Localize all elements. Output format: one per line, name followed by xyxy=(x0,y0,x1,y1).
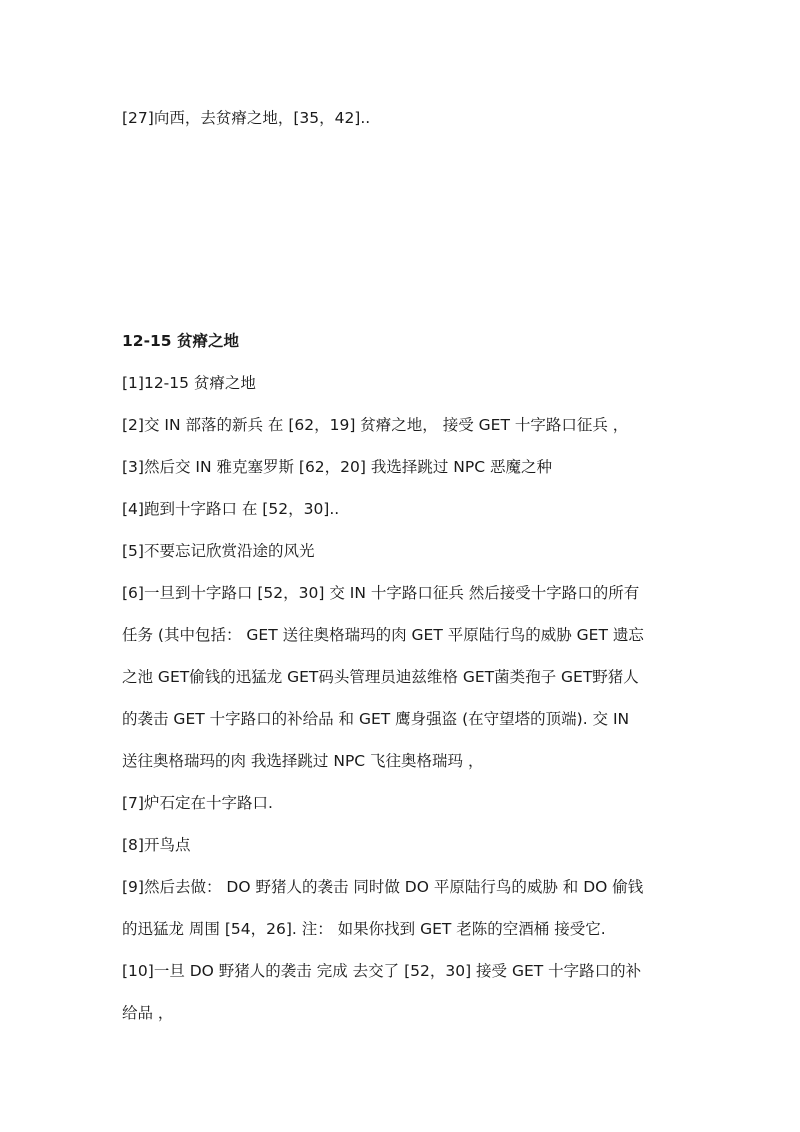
guide-line-10: 送往奥格瑞玛的肉 我选择跳过 NPC 飞往奥格瑞玛 ， xyxy=(122,752,484,770)
guide-line-2: [2]交 IN 部落的新兵 在 [62，19] 贫瘠之地， 接受 GET 十字路口征兵 ， xyxy=(122,416,629,434)
section-title: 12-15 贫瘠之地 xyxy=(122,332,239,350)
guide-line-12: [8]开鸟点 xyxy=(122,836,191,854)
guide-line-9: 的袭击 GET 十字路口的补给品 和 GET 鹰身强盗 (在守望塔的顶端). 交 IN xyxy=(122,710,630,728)
guide-line-16: 给品 ， xyxy=(122,1004,174,1022)
guide-line-15: [10]一旦 DO 野猪人的袭击 完成 去交了 [52，30] 接受 GET 十字路口的补 xyxy=(122,962,642,980)
guide-line-6: [6]一旦到十字路口 [52，30] 交 IN 十字路口征兵 然后接受十字路口的所有 xyxy=(122,584,640,602)
guide-line-8: 之池 GET偷钱的迅猛龙 GET码头管理员迪兹维格 GET菌类孢子 GET野猪人 xyxy=(122,668,639,686)
guide-line-14: 的迅猛龙 周围 [54，26]. 注： 如果你找到 GET 老陈的空酒桶 接受它. xyxy=(122,920,606,938)
guide-line-13: [9]然后去做： DO 野猪人的袭击 同时做 DO 平原陆行鸟的威胁 和 DO 偷钱 xyxy=(122,878,644,896)
guide-line-3: [3]然后交 IN 雅克塞罗斯 [62，20] 我选择跳过 NPC 恶魔之种 xyxy=(122,458,552,476)
guide-line-5: [5]不要忘记欣赏沿途的风光 xyxy=(122,542,315,560)
guide-line-1: [1]12-15 贫瘠之地 xyxy=(122,374,256,392)
guide-line-11: [7]炉石定在十字路口. xyxy=(122,794,273,812)
intro-line: [27]向西，去贫瘠之地，[35，42].. xyxy=(122,109,371,127)
guide-line-7: 任务 (其中包括： GET 送往奥格瑞玛的肉 GET 平原陆行鸟的威胁 GET 遗忘 xyxy=(122,626,644,644)
guide-line-4: [4]跑到十字路口 在 [52，30].. xyxy=(122,500,340,518)
